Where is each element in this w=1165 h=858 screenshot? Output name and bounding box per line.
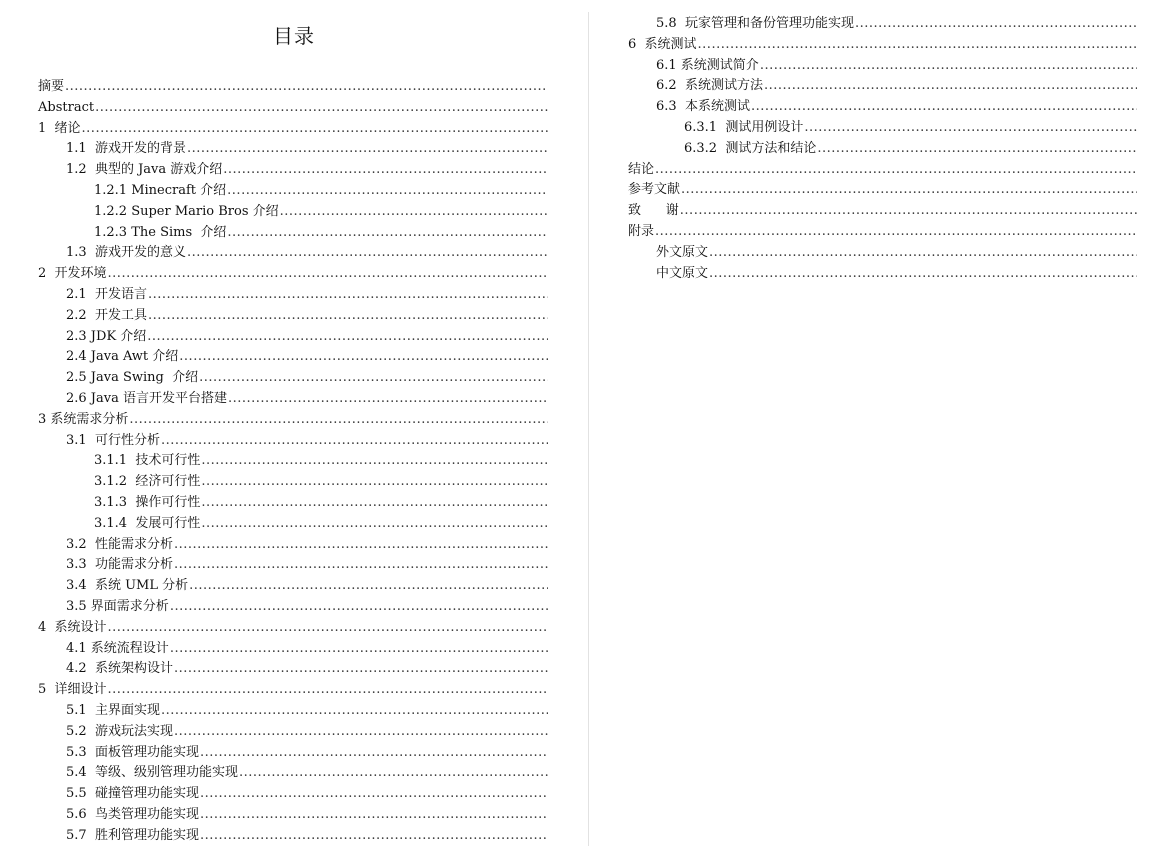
- toc-entry[interactable]: [38, 410, 548, 430]
- dot-leader: [760, 56, 1137, 76]
- toc-entry[interactable]: [38, 98, 548, 118]
- toc-entry-label: 1.2 典型的 Java 游戏介绍: [66, 162, 223, 178]
- dot-leader: [65, 77, 548, 97]
- toc-entry-label: 6.1 系统测试简介: [656, 57, 759, 73]
- toc-entry[interactable]: [94, 451, 548, 471]
- toc-entry[interactable]: [628, 160, 1137, 180]
- dot-leader: [239, 763, 548, 783]
- dot-leader: [680, 201, 1137, 221]
- toc-entry[interactable]: [66, 805, 548, 825]
- dot-leader: [201, 472, 548, 492]
- toc-entry-label: 参考文献: [628, 182, 681, 198]
- right-page: [589, 0, 1165, 858]
- toc-entry-label: 摘要: [38, 79, 65, 94]
- toc-entry[interactable]: [66, 826, 548, 846]
- toc-entry[interactable]: [94, 493, 548, 513]
- toc-title: 目录: [273, 24, 315, 48]
- toc-entry-label: 1.2.1 Minecraft 介绍: [94, 183, 227, 198]
- toc-entry-label: Abstract: [38, 99, 95, 115]
- toc-entry[interactable]: [38, 77, 548, 97]
- dot-leader: [804, 118, 1137, 138]
- toc-entry[interactable]: [66, 535, 548, 555]
- toc-entry[interactable]: [38, 264, 548, 284]
- dot-leader: [698, 35, 1137, 55]
- toc-entry[interactable]: [66, 243, 548, 263]
- dot-leader: [709, 243, 1137, 263]
- toc-entry[interactable]: [66, 597, 548, 617]
- toc-entry-label: 4 系统设计: [38, 619, 107, 635]
- toc-entry[interactable]: [656, 264, 1137, 284]
- toc-entry[interactable]: [684, 118, 1137, 138]
- toc-entry[interactable]: [656, 56, 1137, 76]
- dot-leader: [187, 139, 548, 159]
- toc-entry-label: 6.3.2 测试方法和结论: [684, 140, 817, 156]
- toc-entry-label: 2.2 开发工具: [66, 307, 147, 323]
- dot-leader: [174, 535, 548, 555]
- toc-entry-label: 5.8 玩家管理和备份管理功能实现: [656, 16, 854, 31]
- toc-entry[interactable]: [94, 514, 548, 534]
- toc-entry[interactable]: [66, 389, 548, 409]
- dot-leader: [108, 264, 548, 284]
- toc-entry-label: 5.4 等级、级别管理功能实现: [66, 765, 238, 781]
- toc-entry[interactable]: [38, 119, 548, 139]
- toc-entry-label: 2.1 开发语言: [66, 287, 147, 302]
- dot-leader: [223, 160, 548, 180]
- toc-entry[interactable]: [628, 35, 1137, 55]
- toc-entry-label: 1.2.2 Super Mario Bros 介绍: [94, 203, 279, 219]
- toc-entry[interactable]: [94, 223, 548, 243]
- dot-leader: [201, 493, 548, 513]
- toc-entry[interactable]: [66, 306, 548, 326]
- toc-entry-label: 5.7 胜利管理功能实现: [66, 827, 199, 843]
- dot-leader: [227, 181, 548, 201]
- toc-entry-label: 1.3 游戏开发的意义: [66, 245, 186, 261]
- dot-leader: [148, 306, 548, 326]
- dot-leader: [161, 431, 548, 451]
- toc-entry[interactable]: [656, 76, 1137, 96]
- dot-leader: [108, 680, 548, 700]
- toc-entry-label: 3.5 界面需求分析: [66, 599, 169, 614]
- dot-leader: [174, 555, 548, 575]
- dot-leader: [655, 222, 1137, 242]
- toc-entry[interactable]: [94, 181, 548, 201]
- toc-entry-label: 2.5 Java Swing 介绍: [66, 370, 199, 386]
- toc-entry[interactable]: [66, 347, 548, 367]
- dot-leader: [161, 701, 548, 721]
- toc-entry[interactable]: [656, 243, 1137, 263]
- toc-entry-label: 4.1 系统流程设计: [66, 640, 169, 656]
- toc-entry[interactable]: [94, 472, 548, 492]
- toc-entry[interactable]: [628, 222, 1137, 242]
- toc-entry[interactable]: [66, 431, 548, 451]
- toc-entry-label: 5 详细设计: [38, 682, 107, 698]
- toc-entry-label: 5.1 主界面实现: [66, 703, 160, 718]
- toc-entry[interactable]: [628, 201, 1137, 221]
- toc-entry-label: 3.1 可行性分析: [66, 432, 160, 448]
- toc-entry[interactable]: [66, 368, 548, 388]
- toc-entry-label: 中文原文: [656, 265, 709, 281]
- dot-leader: [174, 722, 548, 742]
- toc-entry[interactable]: [628, 180, 1137, 200]
- toc-entry-label: 3.2 性能需求分析: [66, 536, 173, 552]
- toc-entry[interactable]: [94, 202, 548, 222]
- toc-entry-label: 3.1.4 发展可行性: [94, 515, 201, 531]
- toc-entry[interactable]: [66, 639, 548, 659]
- dot-leader: [681, 180, 1137, 200]
- toc-entry-label: 1 绪论: [38, 120, 81, 136]
- dot-leader: [179, 347, 548, 367]
- toc-entry-label: 6.2 系统测试方法: [656, 78, 763, 94]
- toc-entry-label: 5.2 游戏玩法实现: [66, 723, 173, 739]
- toc-entry-label: 2.3 JDK 介绍: [66, 328, 147, 344]
- toc-entry[interactable]: [66, 763, 548, 783]
- dot-leader: [108, 618, 548, 638]
- dot-leader: [200, 826, 548, 846]
- dot-leader: [200, 805, 548, 825]
- toc-entry[interactable]: [66, 139, 548, 159]
- dot-leader: [709, 264, 1137, 284]
- dot-leader: [187, 243, 548, 263]
- toc-entry-label: 致 谢: [628, 203, 679, 219]
- toc-entry-label: 1.1 游戏开发的背景: [66, 141, 186, 157]
- toc-entry-label: 5.3 面板管理功能实现: [66, 744, 199, 760]
- toc-entry-label: 2.4 Java Awt 介绍: [66, 349, 179, 365]
- toc-entry[interactable]: [656, 14, 1137, 34]
- toc-entry[interactable]: [66, 722, 548, 742]
- dot-leader: [95, 98, 548, 118]
- dot-leader: [201, 451, 548, 471]
- dot-leader: [129, 410, 548, 430]
- toc-entry-label: 外文原文: [656, 244, 709, 260]
- toc-entry-label: 1.2.3 The Sims 介绍: [94, 224, 227, 240]
- dot-leader: [655, 160, 1137, 180]
- dot-leader: [189, 576, 548, 596]
- toc-entry-label: 3.3 功能需求分析: [66, 557, 173, 573]
- dot-leader: [228, 389, 548, 409]
- toc-entry-label: 6 系统测试: [628, 36, 697, 52]
- toc-entry[interactable]: [38, 618, 548, 638]
- toc-entry[interactable]: [66, 701, 548, 721]
- toc-entry-label: 3.1.3 操作可行性: [94, 495, 201, 510]
- dot-leader: [199, 368, 548, 388]
- toc-entry-label: 结论: [628, 161, 655, 177]
- dot-leader: [764, 76, 1137, 96]
- toc-entry-label: 3.1.1 技术可行性: [94, 453, 201, 469]
- toc-entry-label: 3.1.2 经济可行性: [94, 474, 201, 490]
- toc-entry[interactable]: [66, 285, 548, 305]
- dot-leader: [280, 202, 548, 222]
- dot-leader: [751, 97, 1137, 117]
- dot-leader: [855, 14, 1137, 34]
- toc-entry[interactable]: [66, 555, 548, 575]
- toc-entry-label: 5.5 碰撞管理功能实现: [66, 786, 199, 802]
- dot-leader: [200, 743, 548, 763]
- dot-leader: [227, 223, 548, 243]
- dot-leader: [174, 659, 548, 679]
- toc-entry-label: 6.3 本系统测试: [656, 99, 750, 115]
- toc-entry-label: 5.6 鸟类管理功能实现: [66, 807, 199, 822]
- dot-leader: [200, 784, 548, 804]
- dot-leader: [201, 514, 548, 534]
- toc-entry-label: 2 开发环境: [38, 266, 107, 282]
- toc-entry[interactable]: [66, 576, 548, 596]
- dot-leader: [147, 327, 548, 347]
- toc-entry-label: 6.3.1 测试用例设计: [684, 120, 804, 135]
- toc-entry[interactable]: [66, 784, 548, 804]
- toc-entry-label: 3 系统需求分析: [38, 411, 129, 427]
- dot-leader: [170, 597, 548, 617]
- toc-entry-label: 4.2 系统架构设计: [66, 661, 173, 677]
- dot-leader: [170, 639, 548, 659]
- dot-leader: [82, 119, 548, 139]
- toc-entry[interactable]: [66, 160, 548, 180]
- dot-leader: [817, 139, 1137, 159]
- toc-entry[interactable]: [38, 680, 548, 700]
- toc-entry-label: 2.6 Java 语言开发平台搭建: [66, 391, 227, 406]
- toc-entry[interactable]: [656, 97, 1137, 117]
- toc-entry[interactable]: [66, 327, 548, 347]
- toc-entry[interactable]: [684, 139, 1137, 159]
- toc-entry-label: 3.4 系统 UML 分析: [66, 578, 189, 594]
- toc-entry[interactable]: [66, 743, 548, 763]
- toc-entry[interactable]: [66, 659, 548, 679]
- dot-leader: [148, 285, 548, 305]
- toc-entry-label: 附录: [628, 224, 655, 239]
